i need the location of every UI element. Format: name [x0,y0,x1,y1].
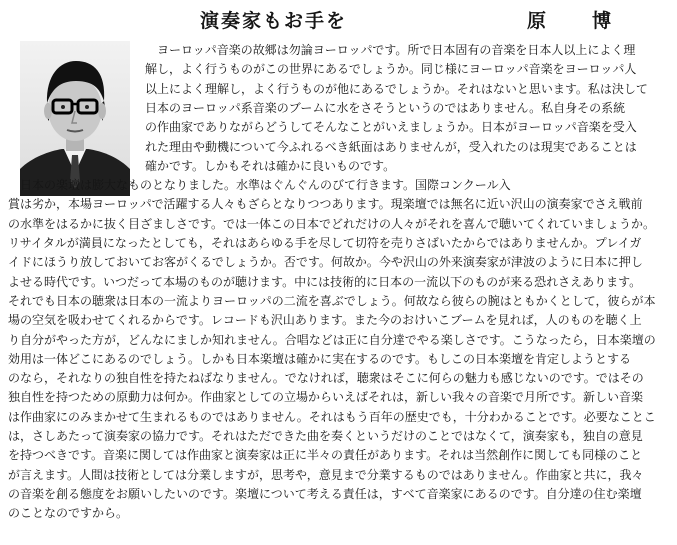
paragraph-line: を持つべきです。音楽に関しては作曲家と演奏家は正に半々の責任があります。それは当然創作に関しても同様のこと [8,448,643,463]
paragraph-line: のことなのですから。 [8,506,129,521]
paragraph-line: 独自性を持つための原動力は何か。作曲家としての立場からいえばそれは，新しい我々の音楽で月所です。新しい音楽 [8,390,644,405]
author-name [527,6,657,33]
paragraph-line: 日本の楽壇は膨大なものとなりました。水準はぐんぐんのびて行きます。国際コンクール入 [20,178,511,193]
article-header [0,6,677,32]
paragraph-line: が言えます。人間は技術としては分業しますが，思考や，意見まで分業するものではありません。作曲家と共に，我々 [8,467,644,482]
author-family-name: 原 [527,10,549,32]
paragraph-line: 以上によく理解し，よく行うものが他にあるでしょうか。それはないと思います。私は決して [145,81,648,96]
paragraph-line: の水準をはるかに抜く目ざましさです。では一体この日本でどれだけの人々がそれを喜んで聴いてくれていましょうか。 [8,216,656,231]
paragraph-line: 解し，よく行うものがこの世界にあるでしょうか。同じ様にヨーロッパ音楽をヨーロッパ人 [145,62,637,77]
author-photo [20,41,130,196]
paragraph-line: 確かです。しかもそれは確かに良いものです。 [145,158,396,173]
article-title: 演奏家もお手を [200,10,348,32]
paragraph-line: の音楽を創る態度をお願いしたいのです。楽壇について考える責任は，すべて音楽家にあるのです。自分達の住む楽壇 [8,486,642,501]
paragraph-line: それでも日本の聴衆は日本の一流よりヨーロッパの二流を喜ぶでしょう。何故なら彼らの腕はともかくとして，彼らが本 [8,293,656,308]
paragraph-line: 効用は一体どこにあるのでしょう。しかも日本楽壇は確かに実在するのです。もしこの日本楽壇を肯定しようとする [8,351,632,366]
paragraph-line: り自分がやった方が，どんなにましか知れません。合唱などは正に自分達でやる楽しさです。こうなったら，日本楽壇の [8,332,656,347]
paragraph-line: リサイタルが満員になったとしても，それはあらゆる手を尽して切符を売りさばいたからではありませんか。プレイガ [8,236,642,250]
paragraph-line: 日本のヨーロッパ系音楽のブームに水をさそうというのではありません。私自身その系統 [145,100,626,115]
paragraph-line: 賞は劣か，本場ヨーロッパで活躍する人々もざらとなりつつあります。現楽壇では無名に近い沢山の演奏家でさえ戦前 [8,197,643,212]
paragraph-line: は，さしあたって演奏家の協力です。それはただできた曲を奏くというだけのことではなくて，演奏家も，独自の意見 [8,429,643,443]
paragraph-line: ヨーロッパ音楽の故郷は勿論ヨーロッパです。所で日本固有の音楽を日本人以上によく理 [157,43,636,57]
paragraph-line: のなら，それなりの独自性を持たねばなりません。でなければ，聴衆はそこに何らの魅力も感じないのです。ではその [8,371,644,386]
paragraph-line: の作曲家でありながらどうしてそんなことがいえましょうか。日本がヨーロッパ音楽を受入 [145,120,637,135]
paragraph-line: れた理由や動機について今ふれるべき紙面はありませんが，受入れたのは現実であることは [145,139,637,154]
paragraph-line: 場の空気を吸わせてくれるからです。レコードも沢山あります。また今のおけいこブームを見れば，人のものを聴く上 [8,313,642,328]
paragraph-line: よせる時代です。いつだって本場のものが聴けます。中には技術的に日本の一流以下のものが来る恐れさえあります。 [8,274,642,289]
author-given-name: 博 [592,10,614,32]
paragraph-line: は作曲家にのみまかせて生まれるものではありません。それはもう百年の歴史でも，十分わかることです。必要なことこ [8,409,656,424]
paragraph-line: イドにほうり放しておいてお客がくるでしょうか。否です。何故か。今や沢山の外来演奏家が津波のように日本に押し [8,255,643,270]
portrait-illustration [20,41,130,196]
